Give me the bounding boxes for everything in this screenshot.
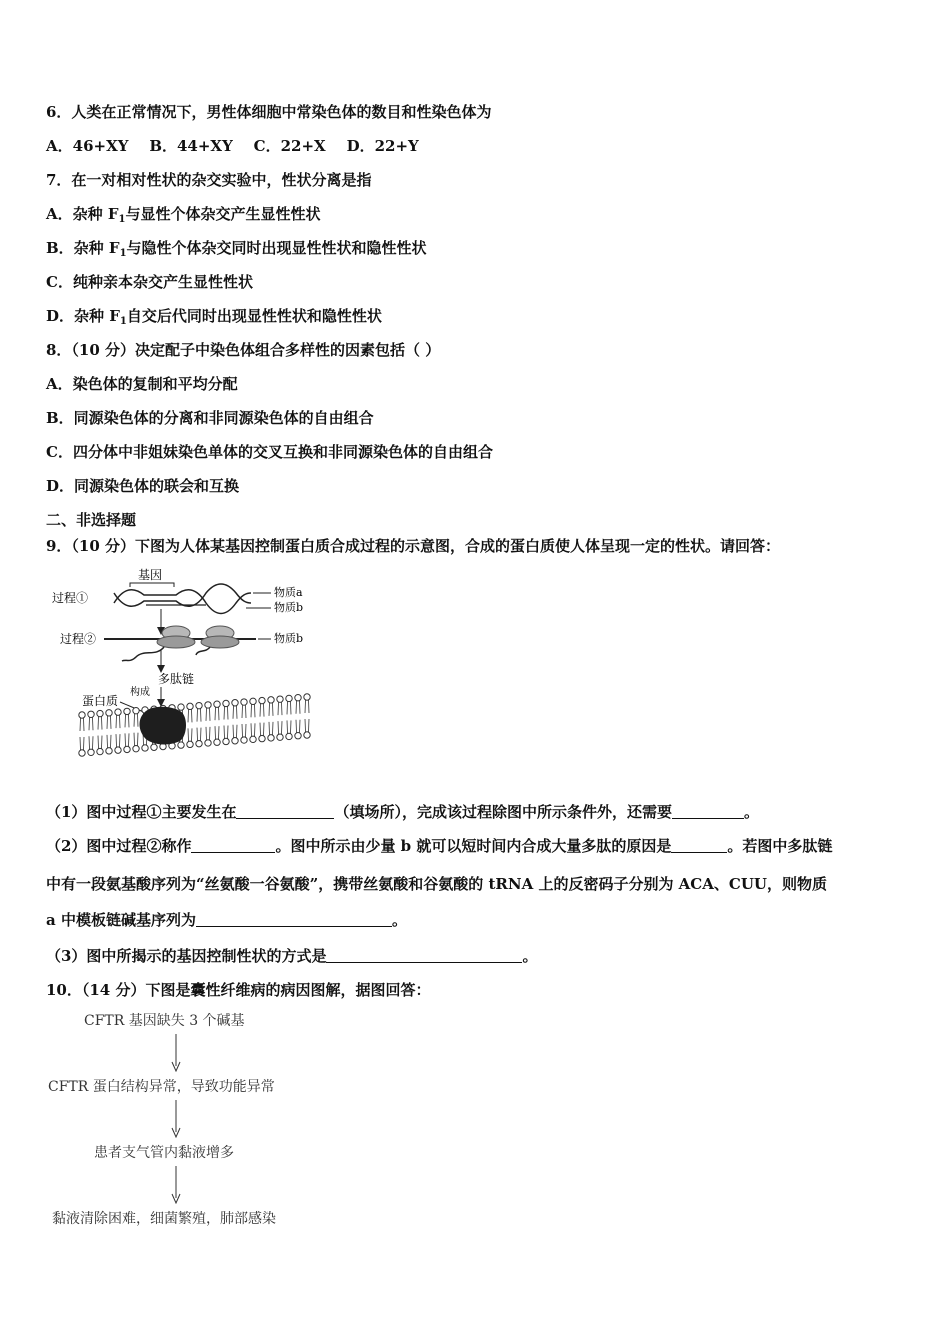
- q9-stem: 9．（10 分）下图为人体某基因控制蛋白质合成过程的示意图，合成的蛋白质使人体呈现一定的性状。请回答：: [46, 537, 781, 555]
- lipid-tail: [251, 723, 255, 736]
- lipid-tail: [260, 704, 264, 717]
- lipid-head: [277, 696, 283, 702]
- lipid-tail: [233, 706, 237, 719]
- lipid-tail: [80, 737, 84, 750]
- flow-step-4: 黏液清除困难，细菌繁殖，肺部感染: [52, 1211, 276, 1227]
- lipid-tail: [89, 736, 93, 749]
- label-process2: 过程②: [60, 632, 97, 646]
- lipid-tail: [215, 707, 219, 720]
- lipid-tail: [206, 708, 210, 721]
- lipid-head: [124, 746, 130, 752]
- ribosome-large-1: [157, 636, 195, 648]
- lipid-head: [196, 740, 202, 746]
- lipid-head: [79, 712, 85, 718]
- q9-p1-text-c: 。: [743, 803, 759, 821]
- lipid-tail: [188, 728, 192, 741]
- lipid-tail: [287, 720, 291, 733]
- lipid-tail: [296, 720, 300, 733]
- label-substance-a: 物质a: [274, 586, 303, 599]
- ribosome-large-2: [201, 636, 239, 648]
- answer-blank[interactable]: [191, 837, 275, 853]
- lipid-tail: [125, 714, 129, 727]
- lipid-tail: [251, 704, 255, 717]
- q7-option-d: [46, 306, 382, 332]
- lipid-tail: [242, 724, 246, 737]
- q9-p2-text-b: 。图中所示由少量 b 就可以短时间内合成大量多肽的原因是: [275, 837, 672, 855]
- q9-part1: [46, 802, 759, 822]
- lipid-head: [178, 704, 184, 710]
- lipid-head: [304, 732, 310, 738]
- answer-blank[interactable]: [672, 803, 744, 819]
- label-gene: 基因: [138, 568, 163, 582]
- q7-option-b: [46, 238, 427, 264]
- lipid-head: [187, 703, 193, 709]
- lipid-head: [205, 702, 211, 708]
- lipid-tail: [296, 701, 300, 714]
- lipid-head: [97, 710, 103, 716]
- answer-blank[interactable]: [671, 837, 727, 853]
- peptide-chain-2: [196, 647, 210, 655]
- lipid-tail: [287, 701, 291, 714]
- lipid-head: [88, 749, 94, 755]
- lipid-tail: [134, 733, 138, 746]
- lipid-head: [142, 745, 148, 751]
- q8-stem: 8．（10 分）决定配子中染色体组合多样性的因素包括（ ）: [46, 341, 441, 359]
- lipid-head: [88, 711, 94, 717]
- label-substance-b-1: 物质b: [274, 601, 304, 614]
- flow-step-1: CFTR 基因缺失 3 个碱基: [84, 1013, 245, 1029]
- lipid-tail: [305, 719, 309, 732]
- lipid-head: [79, 750, 85, 756]
- subscript-1: 1: [118, 214, 126, 225]
- flow-step-3: 患者支气管内黏液增多: [94, 1145, 234, 1161]
- lipid-head: [178, 742, 184, 748]
- lipid-head: [286, 733, 292, 739]
- q7-d-pre: D．杂种 F: [46, 307, 120, 325]
- lipid-head: [250, 698, 256, 704]
- lipid-tail: [116, 715, 120, 728]
- peptide-chain-1: [122, 647, 164, 661]
- q9-p2-line3-end: 。: [391, 911, 407, 929]
- lipid-head: [250, 736, 256, 742]
- lipid-head: [115, 709, 121, 715]
- label-protein: 蛋白质: [82, 694, 119, 708]
- q9-p2-line3-text: a 中模板链碱基序列为: [46, 911, 196, 929]
- lipid-head: [223, 700, 229, 706]
- lipid-head: [151, 744, 157, 750]
- lipid-tail: [125, 733, 129, 746]
- lipid-tail: [134, 714, 138, 727]
- q8-option-b: B．同源染色体的分离和非同源染色体的自由组合: [46, 409, 374, 427]
- q9-p3-end: 。: [522, 947, 538, 965]
- q8-option-c: C．四分体中非姐妹染色单体的交叉互换和非同源染色体的自由组合: [46, 443, 493, 461]
- lipid-head: [106, 748, 112, 754]
- lipid-head: [133, 745, 139, 751]
- q8-option-d: D．同源染色体的联会和互换: [46, 477, 240, 495]
- answer-blank[interactable]: [196, 911, 392, 927]
- dna-strand-2: [114, 584, 251, 606]
- lipid-head: [277, 734, 283, 740]
- lipid-tail: [89, 717, 93, 730]
- gene-bracket: [130, 583, 174, 587]
- lipid-head: [97, 748, 103, 754]
- q6-options: A．46+XY B．44+XY C．22+X D．22+Y: [46, 137, 419, 155]
- lipid-tail: [107, 716, 111, 729]
- q9-part2-line2: 中有一段氨基酸序列为“丝氨酸一谷氨酸”，携带丝氨酸和谷氨酸的 tRNA 上的反密码子分别为 ACA、CUU，则物质: [46, 875, 827, 893]
- lipid-tail: [197, 709, 201, 722]
- membrane-protein: [140, 707, 187, 745]
- lipid-head: [295, 733, 301, 739]
- lipid-head: [286, 695, 292, 701]
- q9-p1-text-a: （1）图中过程①主要发生在: [46, 803, 237, 821]
- lipid-head: [295, 695, 301, 701]
- lipid-head: [259, 735, 265, 741]
- flow-arrow-1: [170, 1034, 182, 1072]
- lipid-head: [214, 739, 220, 745]
- q9-part2: [46, 836, 832, 856]
- q8-option-a: A．染色体的复制和平均分配: [46, 375, 238, 393]
- lipid-tail: [107, 735, 111, 748]
- lipid-head: [106, 710, 112, 716]
- q7-d-post: 自交后代同时出现显性性状和隐性性状: [126, 307, 382, 325]
- lipid-head: [232, 738, 238, 744]
- lipid-head: [223, 738, 229, 744]
- lipid-head: [259, 697, 265, 703]
- lipid-head: [187, 741, 193, 747]
- q7-a-pre: A．杂种 F: [46, 205, 119, 223]
- answer-blank[interactable]: [326, 947, 522, 963]
- lipid-head: [133, 707, 139, 713]
- lipid-head: [115, 747, 121, 753]
- lipid-tail: [278, 702, 282, 715]
- flow-arrow-3: [170, 1166, 182, 1204]
- lipid-tail: [233, 725, 237, 738]
- protein-synthesis-figure: [46, 565, 326, 770]
- lipid-tail: [206, 727, 210, 740]
- lipid-tail: [260, 723, 264, 736]
- q9-part3: [46, 946, 537, 966]
- q7-a-post: 与显性个体杂交产生显性性状: [125, 205, 321, 223]
- lipid-tail: [269, 722, 273, 735]
- lipid-tail: [242, 705, 246, 718]
- lipid-tail: [188, 709, 192, 722]
- dna-strand-1: [114, 590, 251, 614]
- lipid-head: [196, 702, 202, 708]
- label-polypeptide: 多肽链: [158, 672, 195, 686]
- lipid-tail: [215, 726, 219, 739]
- q7-b-pre: B．杂种 F: [46, 239, 120, 257]
- lipid-tail: [269, 703, 273, 716]
- lipid-tail: [224, 725, 228, 738]
- section-heading: 二、非选择题: [46, 511, 137, 529]
- lipid-tail: [116, 734, 120, 747]
- subscript-1: 1: [119, 248, 127, 259]
- q9-p2-text-c: 。若图中多肽链: [727, 837, 833, 855]
- lipid-tail: [80, 718, 84, 731]
- q9-p1-text-b: （填场所），完成该过程除图中所示条件外，还需要: [334, 803, 672, 821]
- cf-flow-diagram: [46, 1006, 316, 1236]
- q7-option-a: [46, 204, 321, 230]
- lipid-head: [205, 740, 211, 746]
- lipid-tail: [224, 706, 228, 719]
- q10-stem: 10．（14 分）下图是囊性纤维病的病因图解，据图回答：: [46, 981, 431, 999]
- flow-arrow-2: [170, 1100, 182, 1138]
- subscript-1: 1: [119, 316, 127, 327]
- lipid-tail: [197, 728, 201, 741]
- label-constitute: 构成: [130, 687, 150, 698]
- q9-part2-line3: [46, 910, 407, 930]
- lipid-tail: [98, 717, 102, 730]
- lipid-tail: [305, 700, 309, 713]
- q7-option-c: C．纯种亲本杂交产生显性性状: [46, 273, 253, 291]
- lipid-tail: [98, 736, 102, 749]
- label-process1: 过程①: [52, 591, 89, 605]
- lipid-head: [232, 700, 238, 706]
- q7-b-post: 与隐性个体杂交同时出现显性性状和隐性性状: [126, 239, 427, 257]
- label-substance-b-2: 物质b: [274, 632, 304, 645]
- q7-stem: 7．在一对相对性状的杂交实验中，性状分离是指: [46, 171, 372, 189]
- q6-stem: 6．人类在正常情况下，男性体细胞中常染色体的数目和性染色体为: [46, 103, 492, 121]
- lipid-head: [268, 697, 274, 703]
- q9-p2-text-a: （2）图中过程②称作: [46, 837, 192, 855]
- lipid-head: [268, 735, 274, 741]
- lipid-head: [241, 737, 247, 743]
- lipid-head: [241, 699, 247, 705]
- lipid-head: [214, 701, 220, 707]
- lipid-head: [124, 708, 130, 714]
- answer-blank[interactable]: [236, 803, 334, 819]
- lipid-tail: [278, 721, 282, 734]
- lipid-head: [304, 694, 310, 700]
- flow-step-2: CFTR 蛋白结构异常，导致功能异常: [48, 1079, 275, 1095]
- q9-p3-text: （3）图中所揭示的基因控制性状的方式是: [46, 947, 327, 965]
